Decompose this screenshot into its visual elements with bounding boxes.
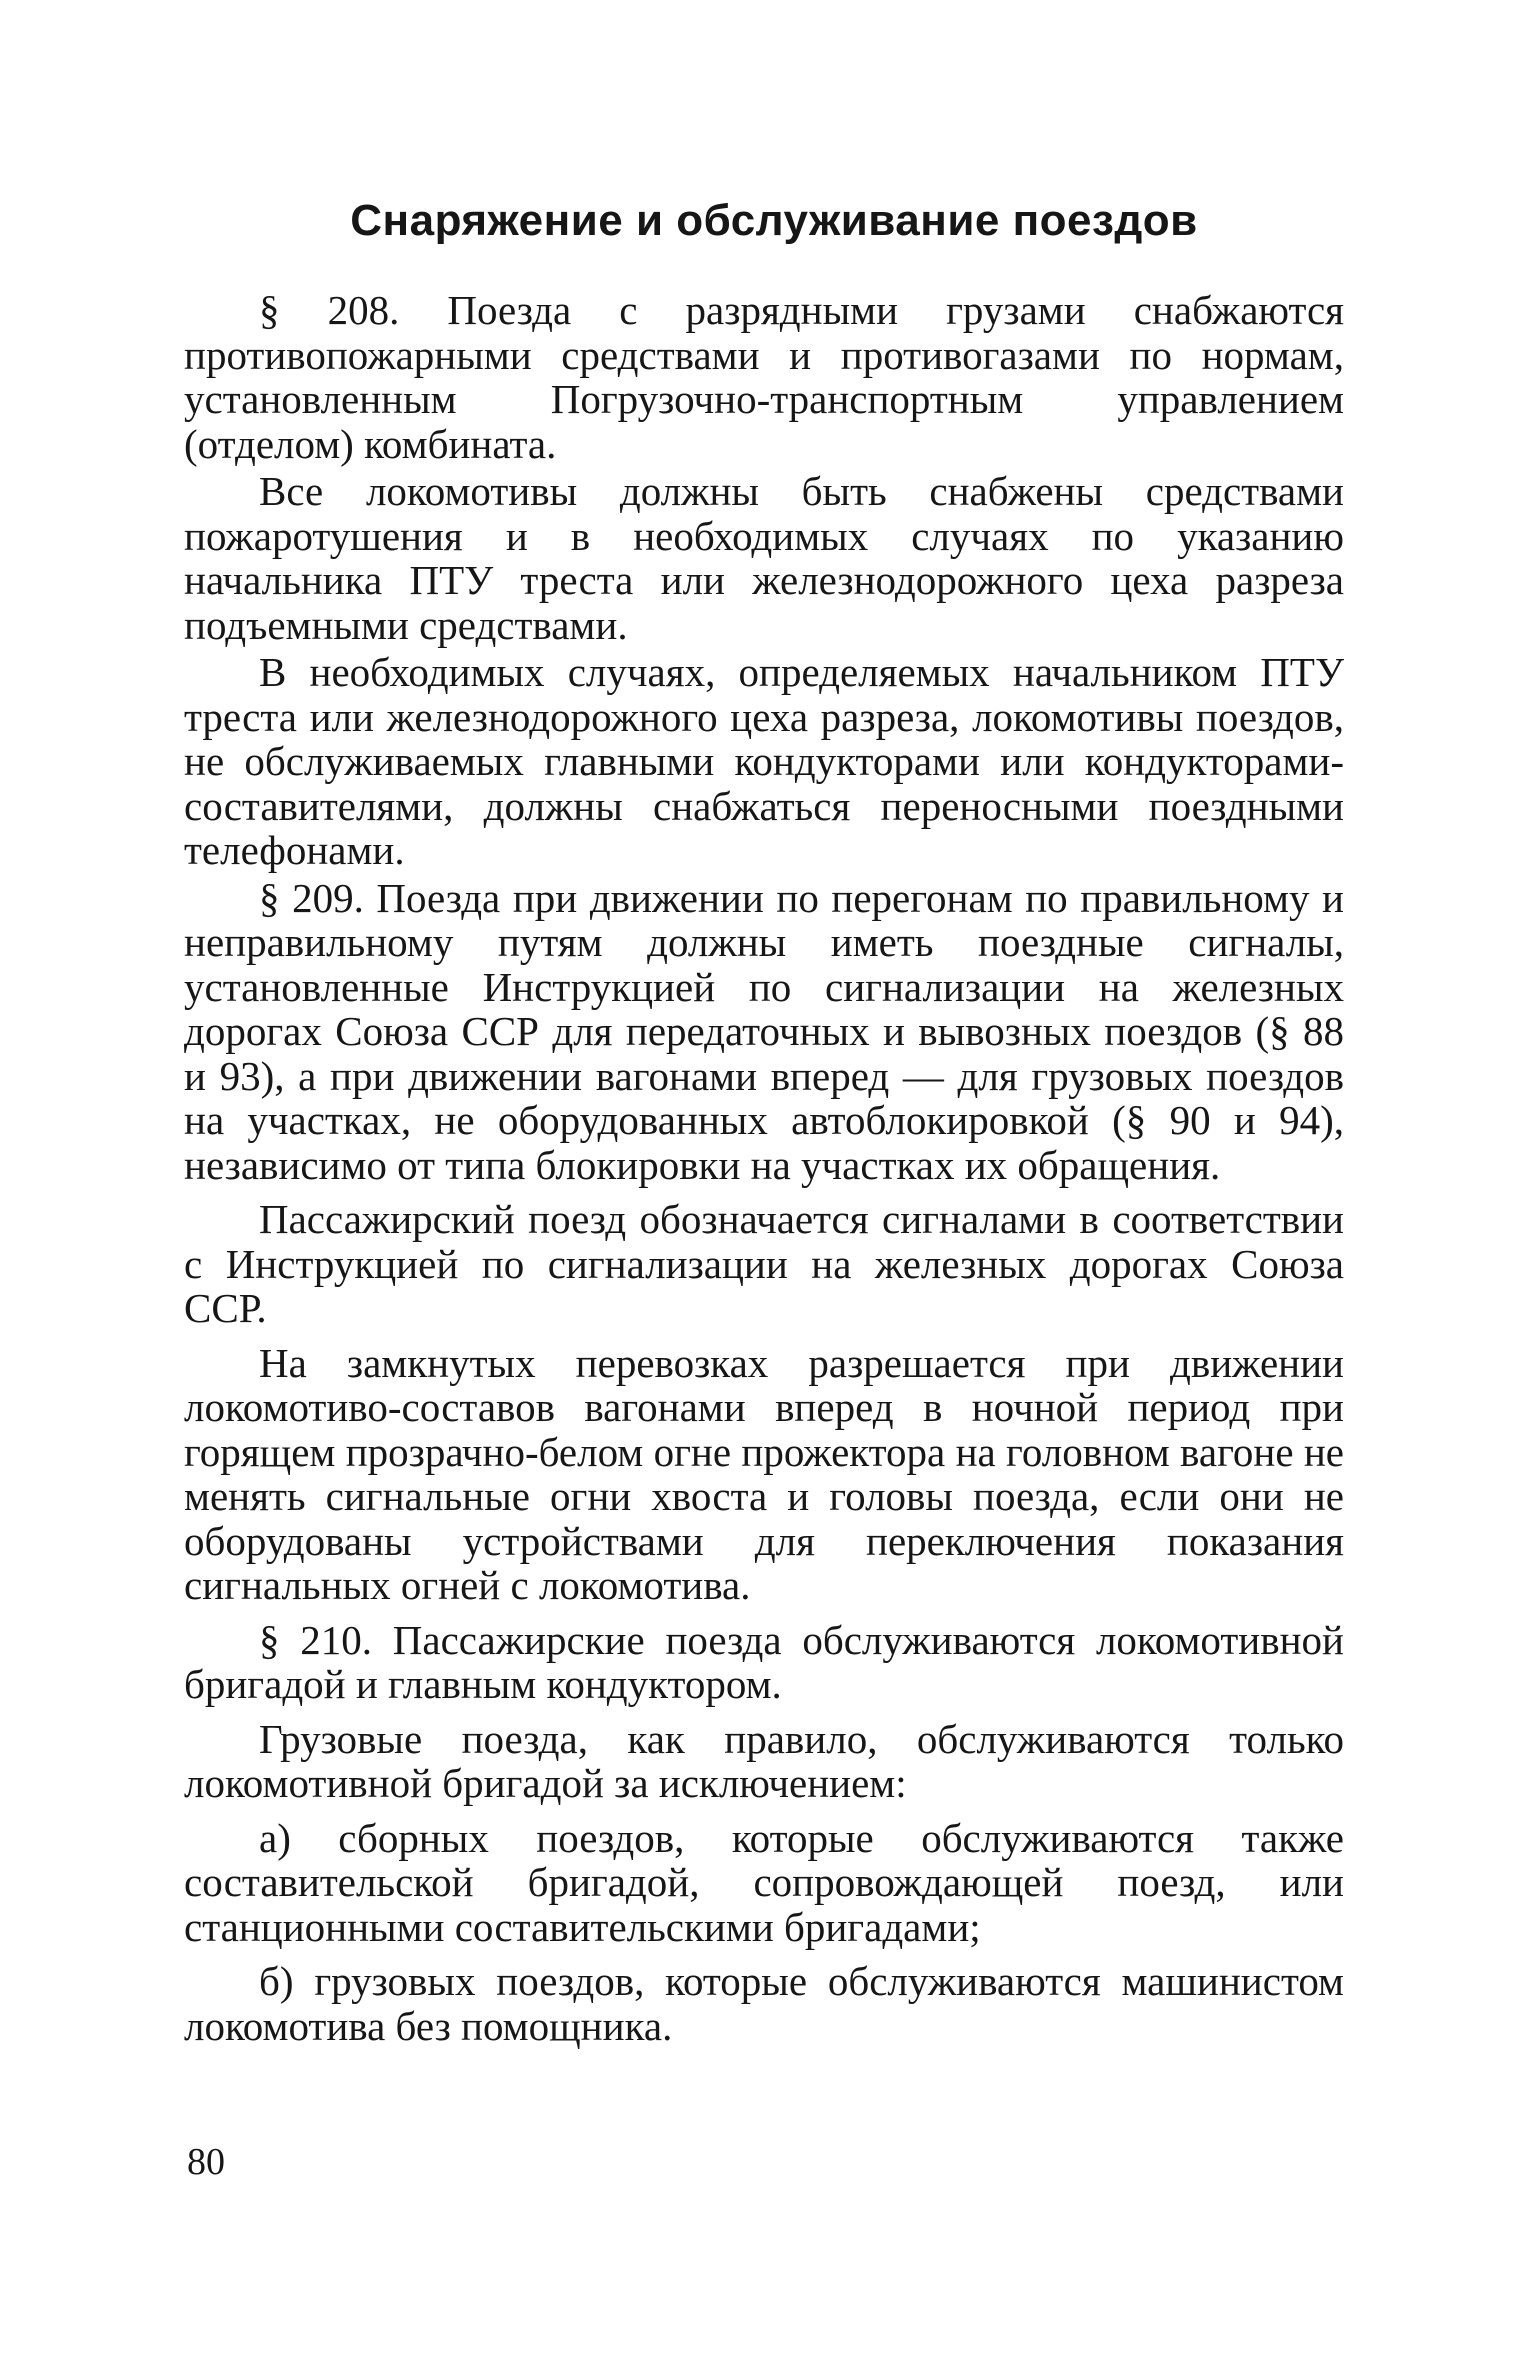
body-text	[184, 288, 1344, 2048]
list-item-b: б) грузовых поездов, которые обслуживаются машинистом локомотива без помощника.	[184, 1958, 1344, 2049]
paragraph-208-2: Все локомотивы должны быть снабжены средствами пожаротушения и в необходимых случаях по указанию начальника ПТУ треста или железнодорожного цеха разреза подъемными средствами.	[184, 468, 1344, 648]
paragraph-208-3: В необходимых случаях, определяемых начальником ПТУ треста или железнодорожного цеха разреза, локомотивы поездов, не обслуживаемых главными кондукторами или кондукторами-составителями, должны снабжаться переносными поездными телефонами.	[184, 649, 1344, 873]
paragraph-209-2: Пассажирский поезд обозначается сигналами в соответствии с Инструкцией по сигнализации на железных дорогах Союза ССР.	[184, 1196, 1344, 1331]
section-heading: Снаряжение и обслуживание поездов	[350, 196, 1198, 245]
page-number: 80	[187, 2141, 225, 2183]
paragraph-210-1: § 210. Пассажирские поезда обслуживаются локомотивной бригадой и главным кондуктором.	[184, 1616, 1344, 1707]
paragraph-209-1: § 209. Поезда при движении по перегонам по правильному и неправильному путям должны иметь поездные сигналы, установленные Инструкцией по сигнализации на железных дорогах Союза ССР для передаточных и вывозных поездов (§ 88 и 93), а при движении вагонами вперед — для грузовых поездов на участках, не оборудованных автоблокировкой (§ 90 и 94), независимо от типа блокировки на участках их обращения.	[184, 874, 1344, 1188]
paragraph-210-2: Грузовые поезда, как правило, обслуживаются только локомотивной бригадой за исключением:	[184, 1715, 1344, 1806]
paragraph-209-3: На замкнутых перевозках разрешается при движении локомотиво-составов вагонами вперед в ночной период при горящем прозрачно-белом огне прожектора на головном вагоне не менять сигнальные огни хвоста и головы поезда, если они не оборудованы устройствами для переключения показания сигнальных огней с локомотива.	[184, 1339, 1344, 1608]
list-item-a: а) сборных поездов, которые обслуживаются также составительской бригадой, сопровождающей поезд, или станционными составительскими бригадами;	[184, 1814, 1344, 1950]
paragraph-208-1: § 208. Поезда с разрядными грузами снабжаются противопожарными средствами и противогазами по нормам, установленным Погрузочно-транспортным управлением (отделом) комбината.	[184, 287, 1344, 467]
page-content	[184, 196, 1344, 2051]
